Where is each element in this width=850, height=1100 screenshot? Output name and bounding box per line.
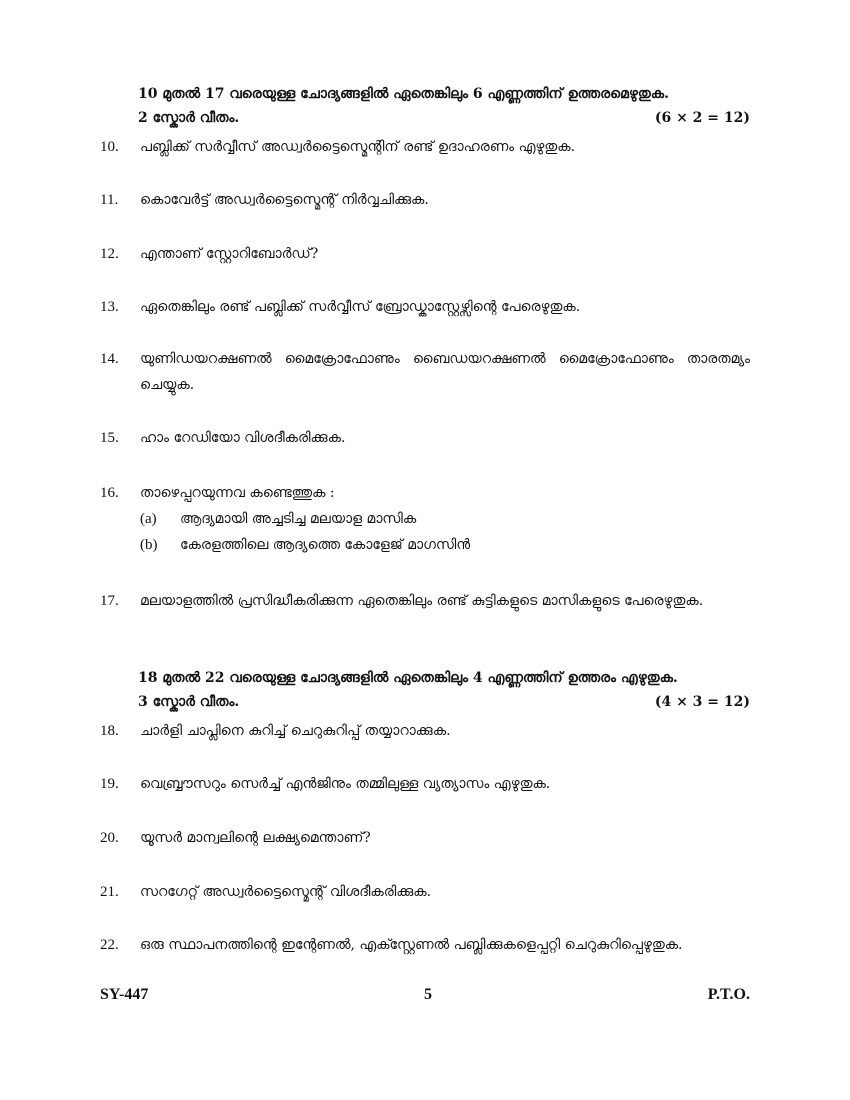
section1-marks-total: (6 × 2 = 12) <box>654 110 750 126</box>
section2-marks-total: (4 × 3 = 12) <box>654 694 750 710</box>
question-number: 11. <box>100 192 119 208</box>
question-number: 21. <box>100 884 119 900</box>
question-number: 10. <box>100 139 119 155</box>
question-text: മലയാളത്തിൽ പ്രസിദ്ധീകരിക്കുന്ന ഏതെങ്കിലും രണ്ട് കുട്ടികളുടെ മാസികളുടെ പേരെഴുതുക. <box>140 593 704 609</box>
question-text: പബ്ലിക്ക് സർവ്വീസ് അഡ്വർട്ടൈസ്മെന്റിന് രണ്ട് ഉദാഹരണം എഴുതുക. <box>140 139 576 155</box>
sub-question-text: കേരളത്തിലെ ആദ്യത്തെ കോളേജ് മാഗസിൻ <box>180 537 471 553</box>
question-number: 20. <box>100 830 119 846</box>
question-number: 18. <box>100 723 119 739</box>
question-text: ചാർളി ചാപ്ലിനെ കുറിച്ച് ചെറുകുറിപ്പ് തയ്യാറാക്കുക. <box>140 723 451 739</box>
question-12 <box>100 241 750 267</box>
section1-marks-each: 2 സ്കോർ വീതം. <box>138 110 240 126</box>
question-19 <box>100 771 750 797</box>
sub-question-label: (a) <box>140 511 157 527</box>
question-text: യൂസർ മാന്വലിന്റെ ലക്ഷ്യമെന്താണ്? <box>140 830 371 846</box>
question-text: ഒരു സ്ഥാപനത്തിന്റെ ഇന്റേണൽ, എക്സ്റ്റേണൽ പബ്ലിക്കുകളെപ്പറ്റി ചെറുകുറിപ്പെഴുതുക. <box>140 937 683 953</box>
section1-instruction: 10 മുതൽ 17 വരെയുള്ള ചോദ്യങ്ങളിൽ ഏതെങ്കിലും 6 എണ്ണത്തിന് ഉത്തരമെഴുതുക. <box>138 86 670 102</box>
question-text: ഹാം റേഡിയോ വിശദീകരിക്കുക. <box>140 430 346 446</box>
question-text: യുണിഡയറക്ഷണൽ മൈക്രോഫോണും ബൈഡയറക്ഷണൽ മൈക്രോഫോണും താരതമ്യം ചെയ്യുക. <box>140 351 750 393</box>
question-15 <box>100 425 750 451</box>
question-17 <box>100 588 750 614</box>
sub-question-label: (b) <box>140 537 158 553</box>
question-number: 14. <box>100 351 119 367</box>
section2-marks-each: 3 സ്കോർ വീതം. <box>138 694 240 710</box>
question-text: ഏതെങ്കിലും രണ്ട് പബ്ലിക്ക് സർവ്വീസ് ബ്രോഡ്കാസ്റ്റേഴ്സിന്റെ പേരെഴുതുക. <box>140 299 581 315</box>
question-text: താഴെപ്പറയുന്നവ കണ്ടെത്തുക : <box>140 485 335 501</box>
question-number: 17. <box>100 593 119 609</box>
question-number: 15. <box>100 430 119 446</box>
question-14 <box>100 346 750 398</box>
question-number: 13. <box>100 299 119 315</box>
pto-label: P.T.O. <box>707 986 750 1003</box>
question-text: കൊവേർട്ട് അഡ്വർട്ടൈസ്മെന്റ് നിർവ്വചിക്കുക. <box>140 192 429 208</box>
question-11 <box>100 187 750 213</box>
sub-question-a <box>140 506 750 532</box>
question-number: 12. <box>100 246 119 262</box>
question-text: വെബ്ബ്രൗസറും സെർച്ച് എൻജിനും തമ്മിലുള്ള വ്യത്യാസം എഴുതുക. <box>140 776 551 792</box>
section1-header <box>138 82 750 130</box>
question-text: സറഗേറ്റ് അഡ്വർട്ടൈസ്മെന്റ് വിശദീകരിക്കുക. <box>140 884 432 900</box>
question-20 <box>100 825 750 851</box>
question-number: 16. <box>100 485 119 501</box>
question-13 <box>100 294 750 320</box>
question-number: 19. <box>100 776 119 792</box>
question-18 <box>100 718 750 744</box>
sub-question-b <box>140 532 750 558</box>
question-10 <box>100 134 750 160</box>
question-22 <box>100 932 750 958</box>
sub-question-text: ആദ്യമായി അച്ചടിച്ച മലയാള മാസിക <box>180 511 417 527</box>
question-16 <box>100 480 750 558</box>
question-21 <box>100 879 750 905</box>
exam-code: SY-447 <box>100 986 149 1003</box>
page-footer <box>100 986 750 1004</box>
question-number: 22. <box>100 937 119 953</box>
page-number: 5 <box>424 986 433 1003</box>
question-text: എന്താണ് സ്റ്റോറിബോർഡ്? <box>140 246 319 262</box>
section2-header <box>138 666 750 714</box>
section2-instruction: 18 മുതൽ 22 വരെയുള്ള ചോദ്യങ്ങളിൽ ഏതെങ്കിലും 4 എണ്ണത്തിന് ഉത്തരം എഴുതുക. <box>138 670 678 686</box>
